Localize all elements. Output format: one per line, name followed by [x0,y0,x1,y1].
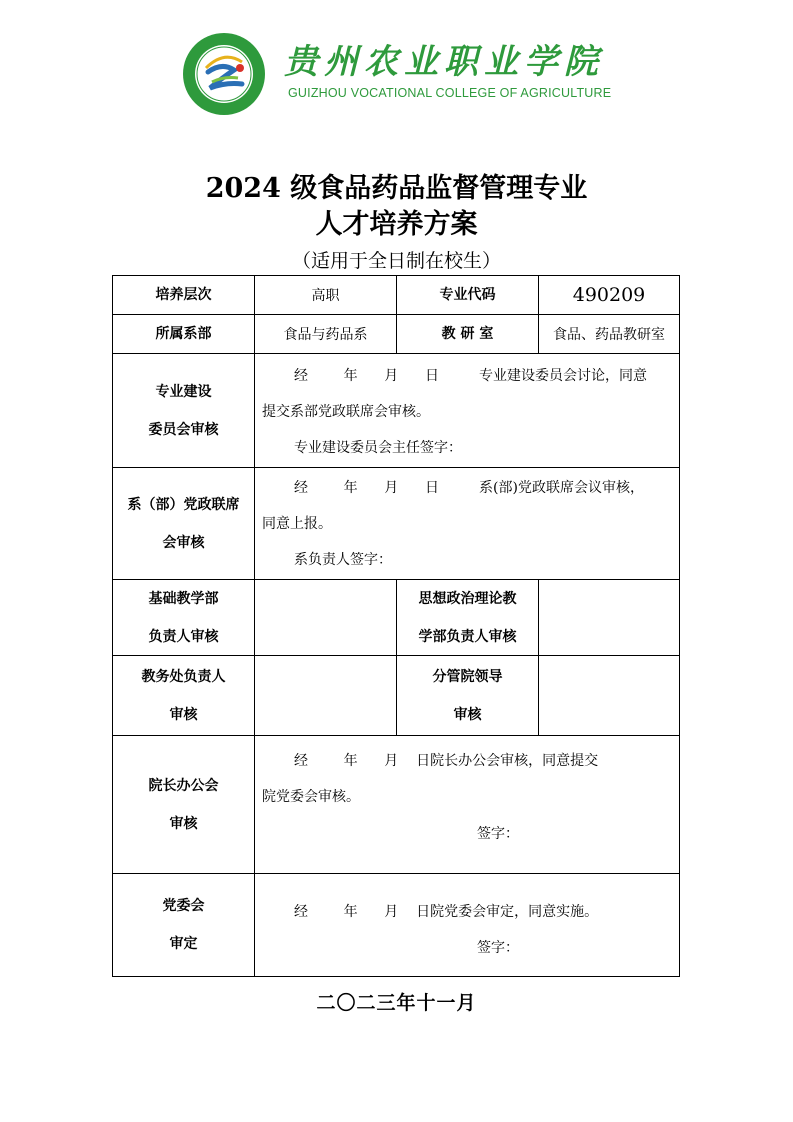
label-academic-affairs-review [112,655,255,736]
president-office-signature-field[interactable]: 签字： [477,826,519,842]
president-office-review-content [254,735,680,874]
label-text: 学部负责人审核 [418,628,517,645]
value-training-level: 高职 [254,275,397,315]
department-review-text-line2: 同意上报。 [262,516,332,532]
college-name-en: GUIZHOU VOCATIONAL COLLEGE OF AGRICULTURE [288,86,612,100]
value-major-code: 490209 [538,275,680,315]
label-text: 负责人审核 [148,628,219,645]
committee-review-content [254,353,680,468]
label-teaching-office [396,314,539,354]
label-committee-review [112,353,255,468]
label-text: 培养层次 [155,287,212,303]
label-president-office-review [112,735,255,874]
label-text: 审定 [169,936,198,952]
label-text: 思想政治理论教 [418,590,517,607]
label-text: 院长办公会 [148,777,219,794]
department-review-text-line1: 经 年 月 日 系(部)党政联席会议审核， [294,480,644,496]
label-text: 专业代码 [439,287,496,303]
committee-review-text-line2: 提交系部党政联席会审核。 [262,404,430,420]
department-signature-field[interactable]: 系负责人签字： [294,552,392,568]
label-basic-teaching-review [112,579,255,656]
label-vice-president-review [396,655,539,736]
approval-table [112,275,680,977]
party-committee-text-line1: 经 年 月 日院党委会审定，同意实施。 [294,904,599,920]
label-department [112,314,255,354]
college-header [180,30,610,110]
label-text: 教 研 室 [441,326,494,342]
party-committee-signature-field[interactable]: 签字： [477,940,519,956]
label-training-level [112,275,255,315]
ideology-signature-field[interactable] [538,579,680,656]
label-party-committee-approval [112,873,255,977]
label-text: 所属系部 [155,326,212,342]
label-text: 分管院领导 [432,668,503,685]
college-emblem-icon [182,32,266,116]
label-ideology-review [396,579,539,656]
label-text: 会审核 [162,534,205,551]
label-text: 基础教学部 [148,590,219,607]
label-major-code [396,275,539,315]
label-text: 教务处负责人 [141,668,226,685]
vice-president-signature-field[interactable] [538,655,680,736]
document-date: 二〇二三年十一月 [316,992,477,1014]
party-committee-approval-content [254,873,680,977]
label-department-review [112,467,255,580]
department-review-content [254,467,680,580]
label-text: 党委会 [162,898,205,914]
document-title-line1: 2024 级食品药品监督管理专业 [205,173,588,204]
label-text: 审核 [169,706,198,723]
value-teaching-office: 食品、药品教研室 [538,314,680,354]
document-title-line2: 人才培养方案 [315,209,478,240]
committee-review-text-line1: 经 年 月 日 专业建设委员会讨论，同意 [294,368,648,384]
basic-teaching-signature-field[interactable] [254,579,397,656]
president-office-text-line2: 院党委会审核。 [262,789,360,805]
value-department: 食品与药品系 [254,314,397,354]
academic-affairs-signature-field[interactable] [254,655,397,736]
label-text: 系（部）党政联席 [127,496,240,513]
label-text: 专业建设 [155,383,212,400]
document-subtitle: （适用于全日制在校生） [291,250,501,272]
committee-signature-field[interactable]: 专业建设委员会主任签字： [294,440,462,456]
label-text: 审核 [453,706,482,723]
college-name-cn: 贵州农业职业学院 [284,42,604,82]
label-text: 审核 [169,815,198,832]
label-text: 委员会审核 [148,421,219,438]
president-office-text-line1: 经 年 月 日院长办公会审核，同意提交 [294,753,599,769]
